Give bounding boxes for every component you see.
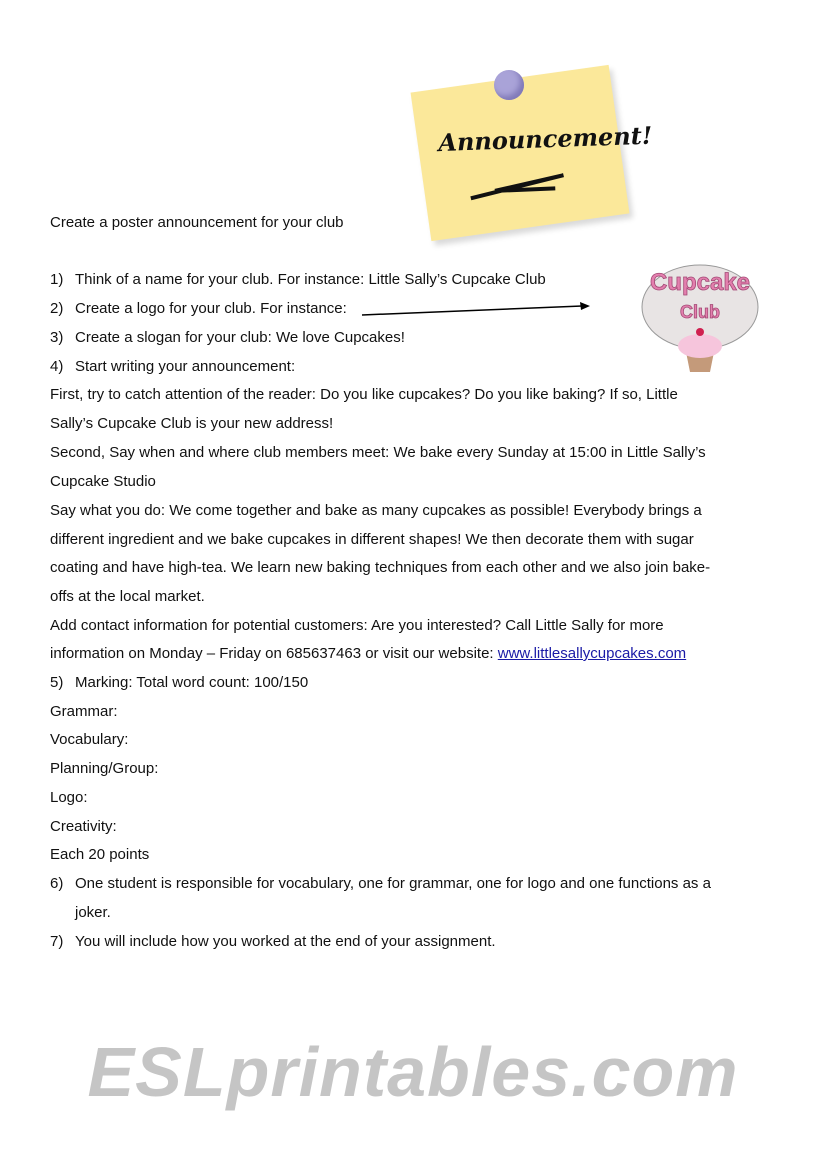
step-1: 1) Think of a name for your club. For instance: Little Sally’s Cupcake Club [50, 271, 546, 288]
announcement-note-text: Announcement! [437, 120, 653, 158]
step-5: 5) Marking: Total word count: 100/150 [50, 674, 309, 691]
marking-planning: Planning/Group: [50, 760, 159, 777]
intro-text: Create a poster announcement for your club [50, 214, 344, 231]
step-3: 3) Create a slogan for your club: We love Cupcakes! [50, 329, 405, 346]
marking-creativity: Creativity: [50, 818, 117, 835]
body-line: Sally’s Cupcake Club is your new address! [50, 415, 334, 432]
step-6: 6) One student is responsible for vocabulary, one for grammar, one for logo and one functions as a [50, 875, 711, 892]
scribble-underline-icon [463, 166, 575, 206]
contact-line: information on Monday – Friday on 685637463 or visit our website: www.littlesallycupcakes.com [50, 645, 687, 662]
body-line: Say what you do: We come together and bake as many cupcakes as possible! Everybody brings a [50, 502, 702, 519]
website-link[interactable]: www.littlesallycupcakes.com [497, 645, 687, 662]
marking-grammar: Grammar: [50, 703, 118, 720]
body-line: offs at the local market. [50, 588, 205, 605]
body-line: Second, Say when and where club members meet: We bake every Sunday at 15:00 in Little Sally’s [50, 444, 706, 461]
logo-title: Cupcake [649, 269, 751, 296]
marking-logo: Logo: [50, 789, 88, 806]
marking-points: Each 20 points [50, 846, 150, 863]
push-pin-icon [494, 70, 524, 100]
body-line: First, try to catch attention of the reader: Do you like cupcakes? Do you like baking? If so, Little [50, 386, 678, 403]
marking-vocabulary: Vocabulary: [50, 731, 129, 748]
step-4: 4) Start writing your announcement: [50, 358, 296, 375]
body-line: Add contact information for potential customers: Are you interested? Call Little Sally for more [50, 617, 664, 634]
body-line: coating and have high-tea. We learn new baking techniques from each other and we also join bake- [50, 559, 711, 576]
cupcake-club-logo [636, 252, 764, 374]
step-2: 2) Create a logo for your club. For instance: [50, 300, 347, 317]
step-6-continued: joker. [75, 904, 111, 921]
body-line: Cupcake Studio [50, 473, 156, 490]
logo-subtitle: Club [680, 302, 720, 322]
watermark: ESLprintables.com [87, 1033, 739, 1111]
step-7: 7) You will include how you worked at the end of your assignment. [50, 933, 496, 950]
arrow-icon [360, 300, 592, 320]
body-line: different ingredient and we bake cupcakes in different shapes! We then decorate them with sugar [50, 531, 694, 548]
